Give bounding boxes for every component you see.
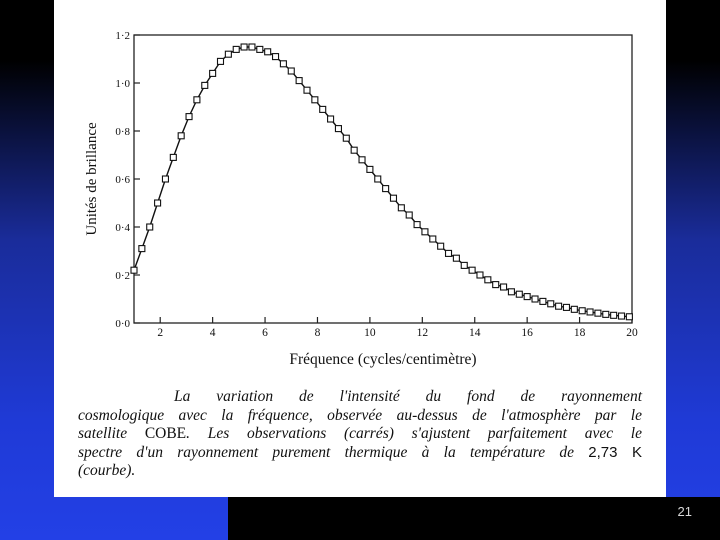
observation-point (186, 114, 192, 120)
observation-point (563, 304, 569, 310)
observation-point (626, 314, 632, 320)
observation-point (508, 289, 514, 295)
x-tick-label: 4 (209, 327, 216, 339)
observation-point (398, 205, 404, 211)
y-tick-label: 1·2 (115, 30, 130, 42)
observation-point (155, 200, 161, 206)
observation-point (540, 298, 546, 304)
y-tick-label: 0·6 (115, 174, 130, 186)
observation-point (390, 195, 396, 201)
observation-point (296, 78, 302, 84)
x-tick-label: 8 (314, 327, 321, 339)
y-tick-label: 1·0 (115, 78, 130, 90)
x-tick-label: 2 (157, 327, 164, 339)
y-tick-label: 0·4 (115, 222, 130, 234)
observation-point (446, 250, 452, 256)
x-tick-label: 14 (468, 327, 481, 339)
y-tick-label: 0·0 (115, 318, 130, 330)
x-tick-label: 20 (626, 327, 638, 339)
observation-point (131, 267, 137, 273)
observation-point (414, 222, 420, 228)
cmb-spectrum-chart (54, 0, 666, 390)
caption-line-3 (78, 425, 642, 444)
observation-point (603, 311, 609, 317)
observation-point (241, 44, 247, 50)
observation-point (595, 310, 601, 316)
observation-point (225, 51, 231, 57)
y-tick-label: 0·8 (115, 126, 130, 138)
observation-point (485, 277, 491, 283)
observation-point (367, 166, 373, 172)
observation-point (375, 176, 381, 182)
observation-point (556, 303, 562, 309)
observation-point (139, 246, 145, 252)
caption-text-observations: . Les observations (carrés) s'ajustent parfaitement avec le (186, 425, 642, 442)
observation-point (343, 135, 349, 141)
y-axis-label: Unités de brillance (84, 122, 100, 236)
observation-point (280, 61, 286, 67)
observation-point (422, 229, 428, 235)
x-tick-label: 6 (262, 327, 268, 339)
x-tick-label: 18 (573, 327, 586, 339)
observation-point (493, 282, 499, 288)
slide-footer-bar (228, 497, 720, 540)
observation-point (619, 313, 625, 319)
caption-line-2: cosmologique avec la fréquence, observée au-dessus de l'atmosphère par le (78, 406, 642, 424)
observation-point (438, 243, 444, 249)
observation-point (587, 309, 593, 315)
figure-caption (78, 388, 642, 481)
observation-point (178, 133, 184, 139)
observation-point (351, 147, 357, 153)
observation-point (501, 284, 507, 290)
caption-cobe: COBE (144, 425, 187, 442)
x-tick-label: 10 (364, 327, 376, 339)
observation-point (461, 262, 467, 268)
observation-point (548, 301, 554, 307)
observation-point (320, 106, 326, 112)
observation-point (383, 186, 389, 192)
observation-point (162, 176, 168, 182)
observation-point (257, 46, 263, 52)
observation-point (304, 87, 310, 93)
observation-point (524, 294, 530, 300)
observation-point (210, 70, 216, 76)
caption-text-spectre: spectre d'un rayonnement purement thermique à la température de (78, 443, 575, 461)
observation-point (328, 116, 334, 122)
observation-point (477, 272, 483, 278)
caption-line-5: (courbe). (78, 462, 136, 479)
observation-point (265, 49, 271, 55)
observation-point (202, 82, 208, 88)
caption-temperature: 2,73 K (588, 443, 643, 461)
caption-line-1: La variation de l'intensité du fond de rayonnement (174, 388, 642, 405)
observation-point (170, 154, 176, 160)
observation-point (312, 97, 318, 103)
observation-point (335, 126, 341, 132)
observation-point (430, 236, 436, 242)
observation-point (571, 306, 577, 312)
observation-point (359, 157, 365, 163)
x-axis-label: Fréquence (cycles/centimètre) (289, 351, 477, 368)
observation-point (406, 212, 412, 218)
observation-point (233, 46, 239, 52)
observation-point (516, 291, 522, 297)
observation-point (217, 58, 223, 64)
observation-point (194, 97, 200, 103)
y-tick-label: 0·2 (115, 270, 130, 282)
caption-line-4 (78, 444, 642, 463)
observation-point (611, 312, 617, 318)
slide-number: 21 (677, 504, 692, 519)
observation-point (288, 68, 294, 74)
observation-point (469, 267, 475, 273)
observation-point (453, 255, 459, 261)
observation-point (273, 54, 279, 60)
x-tick-label: 16 (521, 327, 533, 339)
caption-text-satellite: satellite (78, 425, 128, 442)
observation-point (147, 224, 153, 230)
observation-point (249, 44, 255, 50)
observation-point (532, 296, 538, 302)
observation-point (579, 308, 585, 314)
x-tick-label: 12 (416, 327, 429, 339)
